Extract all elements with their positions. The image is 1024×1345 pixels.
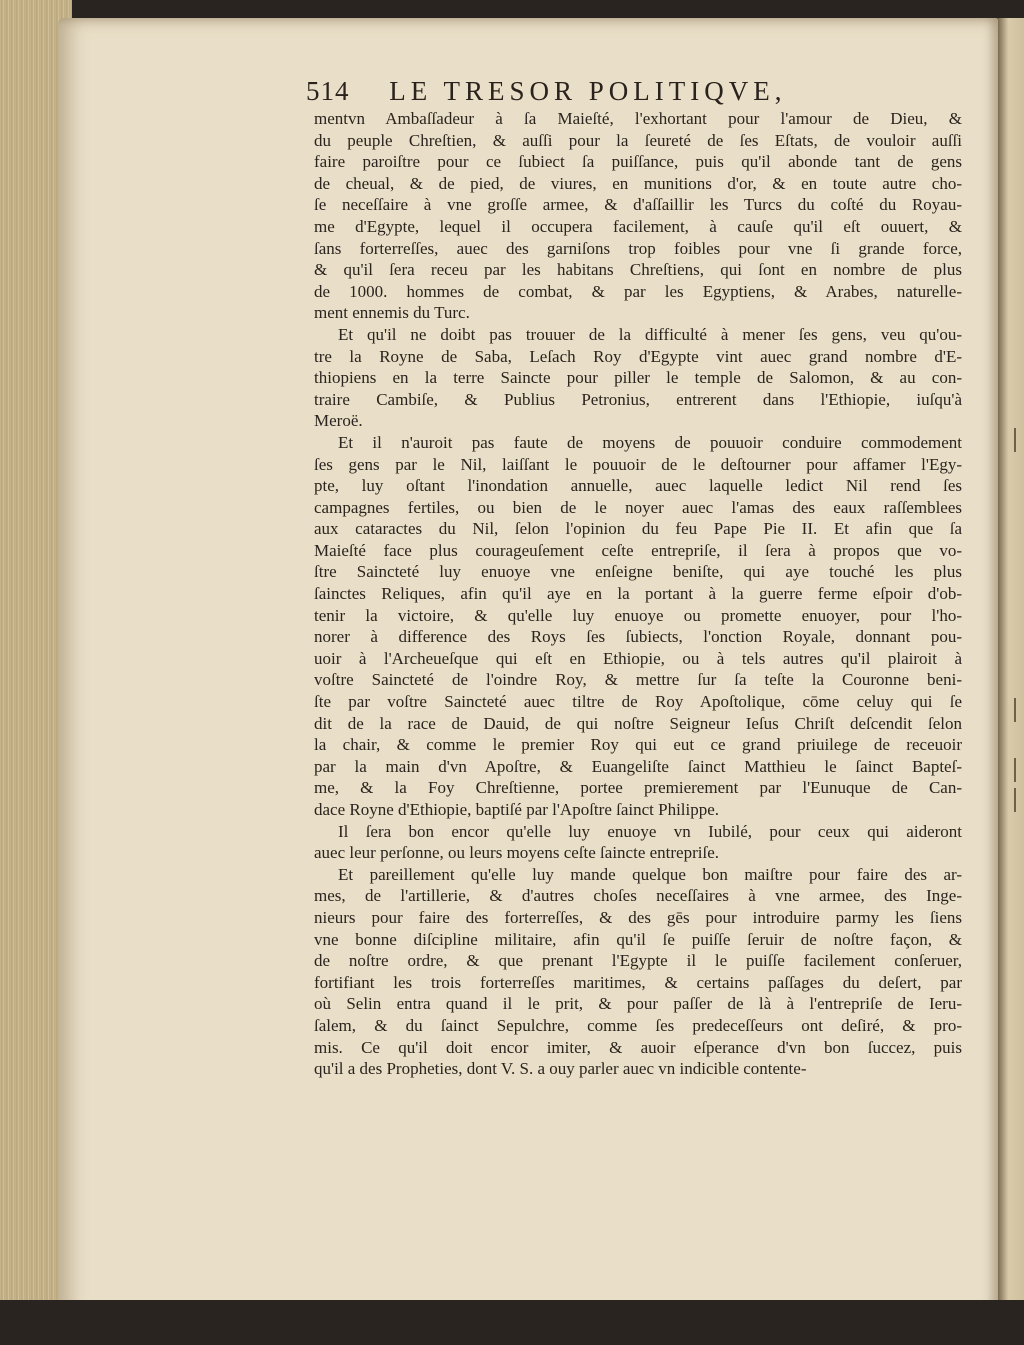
text-line: voſtre Saincteté de l'oindre Roy, & mettre ſur ſa teſte la Couronne beni-	[314, 670, 962, 690]
text-line: Et pareillement qu'elle luy mande quelque bon maiſtre pour faire des ar-	[338, 864, 962, 884]
text-line: où Selin entra quand il le prit, & pour paſſer de là à l'entrepriſe de Ieru-	[314, 994, 962, 1014]
text-line: ſe neceſſaire à vne groſſe armee, & d'aſſaillir les Turcs du coſté du Royau-	[314, 195, 962, 215]
text-line: de 1000. hommes de combat, & par les Egyptiens, & Arabes, naturelle-	[314, 281, 962, 301]
facing-page-edge	[998, 18, 1024, 1318]
text-line: auec leur perſonne, ou leurs moyens ceſte ſaincte entrepriſe.	[314, 843, 719, 863]
text-line: nieurs pour faire des forterreſſes, & des gēs pour introduire parmy les ſiens	[314, 907, 962, 927]
running-title: LE TRESOR POLITIQVE,	[389, 76, 787, 106]
text-line: vne bonne diſcipline militaire, afin qu'il ſe puiſſe ſeruir de noſtre façon, &	[314, 929, 962, 949]
running-header	[306, 76, 866, 112]
text-line: dace Royne d'Ethiopie, baptiſé par l'Apoſtre ſainct Philippe.	[314, 800, 720, 819]
text-line: la chair, & comme le premier Roy qui eut ce grand priuilege de receuoir	[314, 735, 962, 755]
text-line: traire Cambiſe, & Publius Petronius, entrerent dans l'Ethiopie, iuſqu'à	[314, 389, 962, 409]
text-line: & qu'il ſera receu par les habitans Chreſtiens, qui ſont en nombre de plus	[314, 260, 962, 280]
text-line: thiopiens en la terre Saincte pour piller le temple de Salomon, & au con-	[314, 368, 962, 388]
text-line: de noſtre ordre, & que prenant l'Egypte il le puiſſe facilement conſeruer,	[314, 951, 962, 971]
text-line: du peuple Chreſtien, & auſſi pour la ſeureté de ſes Eſtats, de vouloir auſſi	[314, 130, 962, 150]
text-line: Maieſté face plus courageuſement ceſte entrepriſe, il ſera à propos que vo-	[314, 540, 962, 560]
text-line: tenir la victoire, & qu'elle luy enuoye ou promette enuoyer, pour l'ho-	[314, 605, 962, 625]
page-number: 514	[306, 76, 350, 106]
text-line: Et qu'il ne doibt pas trouuer de la difficulté à mener ſes gens, veu qu'ou-	[338, 324, 962, 344]
text-line: pte, luy oſtant l'inondation annuelle, auec laquelle ledict Nil rend ſes	[314, 476, 962, 496]
facing-page-mark	[1014, 758, 1016, 782]
text-line: me, & la Foy Chreſtienne, portee premierement par l'Eunuque de Can-	[314, 778, 962, 798]
text-line: uoir à l'Archeueſque qui eſt en Ethiopie, ou à tels autres qu'il plairoit à	[314, 648, 962, 668]
text-line: norer à difference des Roys ſes ſubiects, l'onction Royale, donnant pou-	[314, 627, 962, 647]
text-line: ſans forterreſſes, auec des garniſons trop foibles pour vne ſi grande force,	[314, 238, 962, 258]
text-line: dit de la race de Dauid, de qui noſtre Seigneur Ieſus Chriſt deſcendit ſelon	[314, 713, 962, 733]
text-line: ſte par voſtre Saincteté auec tiltre de Roy Apoſtolique, cōme celuy qui ſe	[314, 692, 962, 712]
text-line: mes, de l'artillerie, & d'autres choſes neceſſaires à vne armee, des Inge-	[314, 886, 962, 906]
body-text	[314, 108, 962, 1080]
text-line: mentvn Ambaſſadeur à ſa Maieſté, l'exhortant pour l'amour de Dieu, &	[314, 109, 962, 128]
text-line: ſainctes Reliques, afin qu'il aye en la portant à la guerre ferme eſpoir d'ob-	[314, 584, 962, 604]
text-line: tre la Royne de Saba, Leſach Roy d'Egypte vint auec grand nombre d'E-	[314, 346, 962, 366]
text-line: qu'il a des Propheties, dont V. S. a ouy parler auec vn indicible contente-	[314, 1059, 807, 1079]
text-line: par la main d'vn Apoſtre, & Euangeliſte ſainct Matthieu le ſainct Bapteſ-	[314, 756, 962, 776]
text-line: Il ſera bon encor qu'elle luy enuoye vn Iubilé, pour ceux qui aideront	[338, 821, 962, 841]
text-line: Et il n'auroit pas faute de moyens de pouuoir conduire commodement	[338, 432, 962, 452]
text-line: mis. Ce qu'il doit encor imiter, & auoir eſperance d'vn bon ſuccez, puis	[314, 1037, 962, 1057]
text-line: ment ennemis du Turc.	[314, 303, 470, 323]
facing-page-mark	[1014, 788, 1016, 812]
bottom-background	[0, 1300, 1024, 1345]
text-line: me d'Egypte, lequel il occupera facilement, à cauſe qu'il eſt ouuert, &	[314, 216, 962, 236]
text-line: faire paroiſtre pour ce ſubiect ſa puiſſance, puis qu'il abonde tant de gens	[314, 152, 962, 172]
text-line: Meroë.	[314, 411, 363, 431]
text-line: ſalem, & du ſainct Sepulchre, comme ſes predeceſſeurs ont deſiré, & pro-	[314, 1015, 962, 1035]
text-line: ſes gens par le Nil, laiſſant le pouuoir de le deſtourner pour affamer l'Egy-	[314, 454, 962, 474]
facing-page-mark	[1014, 698, 1016, 722]
text-line: de cheual, & de pied, de viures, en munitions d'or, & en toute autre cho-	[314, 173, 962, 193]
text-line: ſtre Saincteté luy enuoye vne enſeigne beniſte, qui aye touché les plus	[314, 562, 962, 582]
facing-page-mark	[1014, 428, 1016, 452]
text-line: campagnes fertiles, ou bien de le noyer auec l'amas des eaux raſſemblees	[314, 497, 962, 517]
text-line: fortifiant les trois forterreſſes maritimes, & certains paſſages du deſert, par	[314, 972, 962, 992]
text-line: aux cataractes du Nil, ſelon l'opinion du feu Pape Pie II. Et afin que ſa	[314, 519, 962, 539]
